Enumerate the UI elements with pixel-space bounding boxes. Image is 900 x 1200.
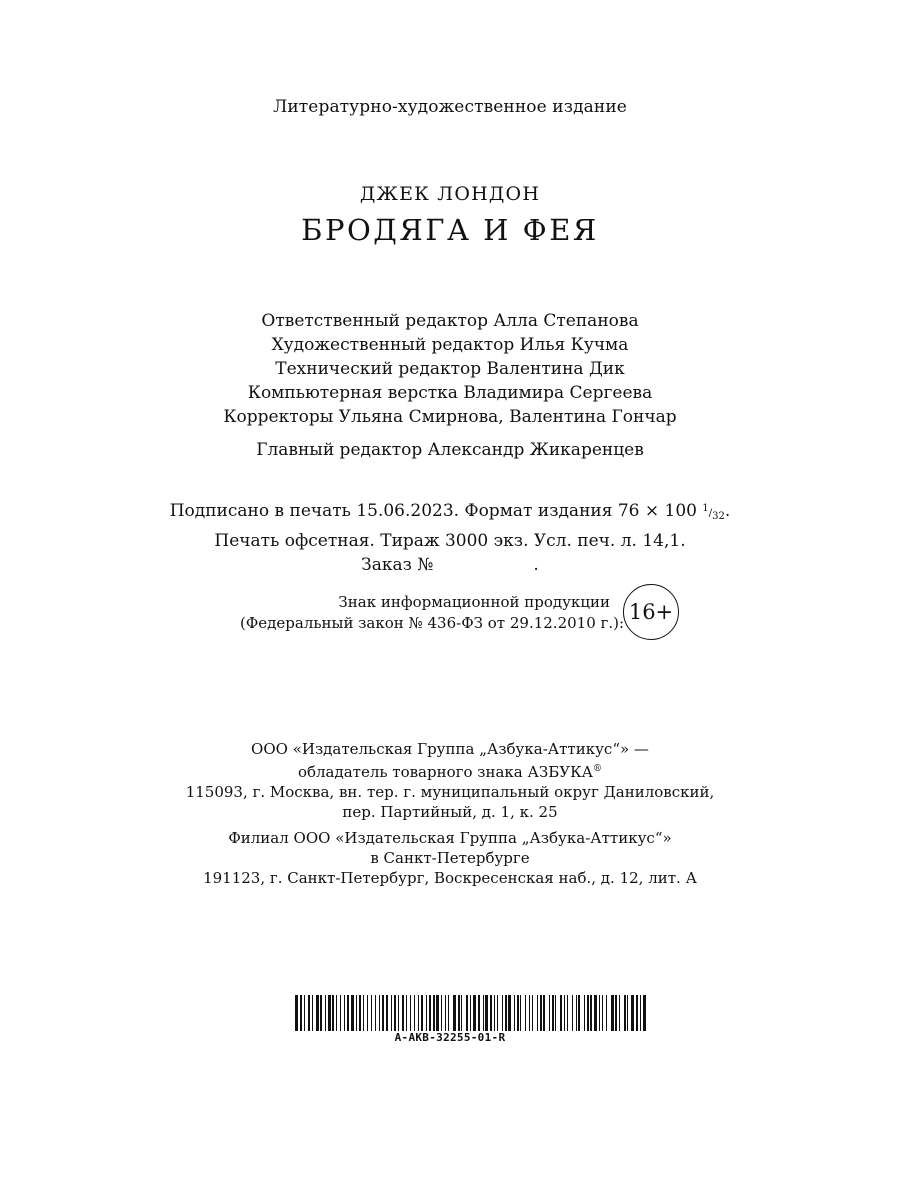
- barcode-bar: [552, 995, 554, 1031]
- barcode-bar: [367, 995, 368, 1031]
- barcode-bar: [356, 995, 357, 1031]
- order-label: Заказ №: [361, 555, 434, 575]
- barcode-bar: [525, 995, 526, 1031]
- barcode-bar: [537, 995, 538, 1031]
- barcode-bar: [436, 995, 439, 1031]
- barcode-bar: [406, 995, 407, 1031]
- barcode-bar: [363, 995, 364, 1031]
- barcode-bar: [631, 995, 634, 1031]
- barcode-bar: [418, 995, 419, 1031]
- barcode-bar: [332, 995, 334, 1031]
- barcode-bar: [328, 995, 331, 1031]
- barcode-bar: [320, 995, 322, 1031]
- barcode-bar: [540, 995, 542, 1031]
- barcode-bar: [560, 995, 562, 1031]
- format-fraction: $^1/_{32}$: [702, 503, 725, 522]
- barcode-bar: [627, 995, 628, 1031]
- barcode-bar: [594, 995, 597, 1031]
- credit-layout: Компьютерная верстка Владимира Сергеева: [247, 383, 653, 403]
- barcode-bar: [445, 995, 446, 1031]
- imprint-line-signed: [0, 497, 900, 529]
- barcode-bar: [505, 995, 507, 1031]
- format-denominator: 32: [712, 511, 725, 522]
- barcode-bar: [576, 995, 577, 1031]
- barcode-bar: [567, 995, 568, 1031]
- rating-note-line1: Знак информационной продукции: [338, 593, 610, 611]
- barcode-bar: [549, 995, 550, 1031]
- barcode-bar: [640, 995, 641, 1031]
- barcode-bar: [490, 995, 492, 1031]
- book-title: БРОДЯГА И ФЕЯ: [301, 213, 599, 247]
- barcode-bar: [555, 995, 556, 1031]
- barcode-bar: [517, 995, 519, 1031]
- barcode-bar: [606, 995, 607, 1031]
- barcode-bar: [410, 995, 411, 1031]
- barcode-bar: [470, 995, 471, 1031]
- rating-note-line2: (Федеральный закон № 436-ФЗ от 29.12.2010 г.):: [240, 614, 625, 632]
- imprint-signed-text: Подписано в печать 15.06.2023. Формат издания 76 × 100: [169, 501, 697, 521]
- barcode-bar: [382, 995, 384, 1031]
- publisher-trademark-text: обладатель товарного знака АЗБУКА: [297, 763, 594, 781]
- barcode-bar: [502, 995, 503, 1031]
- publisher-line3: 115093, г. Москва, вн. тер. г. муниципальный округ Даниловский,: [185, 783, 715, 801]
- branch-address: 191123, г. Санкт-Петербург, Воскресенская наб., д. 12, лит. А: [203, 869, 697, 887]
- barcode-bar: [426, 995, 427, 1031]
- barcode-bar: [599, 995, 600, 1031]
- barcode-bar: [394, 995, 396, 1031]
- rating-note: [240, 592, 625, 634]
- barcode-bar: [572, 995, 573, 1031]
- barcode-bar: [421, 995, 423, 1031]
- barcode-bar: [308, 995, 310, 1031]
- barcode-bar: [624, 995, 626, 1031]
- barcode-bar: [402, 995, 404, 1031]
- barcode-bar: [391, 995, 392, 1031]
- registered-mark: ®: [593, 764, 603, 774]
- barcode-bar: [587, 995, 589, 1031]
- barcode-bar: [461, 995, 462, 1031]
- barcode-bar: [433, 995, 435, 1031]
- author-name: ДЖЕК ЛОНДОН: [359, 183, 541, 205]
- order-end: .: [533, 555, 539, 575]
- barcode-bar: [494, 995, 495, 1031]
- barcode-bar: [543, 995, 545, 1031]
- imprint-line-order: [0, 553, 900, 577]
- barcode-bar: [312, 995, 313, 1031]
- barcode-bar: [520, 995, 521, 1031]
- barcode-bar: [379, 995, 380, 1031]
- barcode-bar: [529, 995, 530, 1031]
- barcode-bar: [514, 995, 515, 1031]
- format-numerator: 1: [702, 503, 709, 514]
- barcode-bar: [340, 995, 341, 1031]
- barcode-bar: [602, 995, 603, 1031]
- barcode-bar: [636, 995, 638, 1031]
- barcode-bar: [295, 995, 298, 1031]
- barcode-bar: [483, 995, 484, 1031]
- barcode-bar: [300, 995, 302, 1031]
- barcode-bar: [466, 995, 468, 1031]
- credit-proofreaders: Корректоры Ульяна Смирнова, Валентина Гончар: [223, 407, 677, 427]
- barcode-bar: [564, 995, 565, 1031]
- barcode-bar: [458, 995, 460, 1031]
- barcode-bar: [375, 995, 376, 1031]
- barcode-bar: [643, 995, 646, 1031]
- barcode-bar: [584, 995, 585, 1031]
- barcode-bar: [325, 995, 326, 1031]
- barcode-bar: [508, 995, 511, 1031]
- barcode-bar: [304, 995, 305, 1031]
- barcode-bar: [316, 995, 319, 1031]
- barcode-bar: [619, 995, 620, 1031]
- barcode-bar: [615, 995, 617, 1031]
- credit-technical-editor: Технический редактор Валентина Дик: [275, 359, 625, 379]
- barcode-bar: [478, 995, 480, 1031]
- credit-art-editor: Художественный редактор Илья Кучма: [271, 335, 629, 355]
- publisher-line1: ООО «Издательская Группа „Азбука-Аттикус“» —: [251, 740, 649, 758]
- barcode-bar: [386, 995, 388, 1031]
- branch-line1: Филиал ООО «Издательская Группа „Азбука-Аттикус“»: [228, 829, 672, 847]
- publisher-line2: [0, 759, 900, 782]
- barcode-bar: [497, 995, 498, 1031]
- publisher-line4: пер. Партийный, д. 1, к. 25: [342, 803, 558, 821]
- barcode-bar: [453, 995, 456, 1031]
- barcode-bar: [578, 995, 580, 1031]
- barcode-bar: [441, 995, 442, 1031]
- barcode-bar: [336, 995, 337, 1031]
- barcode-bar: [448, 995, 449, 1031]
- barcode-bar: [359, 995, 361, 1031]
- barcode-bar: [532, 995, 533, 1031]
- chief-editor: Главный редактор Александр Жикаренцев: [256, 440, 644, 460]
- credit-responsible-editor: Ответственный редактор Алла Степанова: [261, 311, 639, 331]
- imprint-line-print: Печать офсетная. Тираж 3000 экз. Усл. печ. л. 14,1.: [214, 531, 686, 551]
- publisher-block: [0, 739, 900, 888]
- barcode: [295, 995, 647, 1031]
- age-rating-label: 16+: [628, 600, 674, 624]
- barcode-bar: [347, 995, 349, 1031]
- barcode-label: A-AKB-32255-01-R: [394, 1031, 506, 1044]
- branch-line2: в Санкт-Петербурге: [370, 849, 530, 867]
- edition-type: Литературно-художественное издание: [273, 97, 627, 117]
- barcode-bar: [611, 995, 614, 1031]
- barcode-bar: [398, 995, 399, 1031]
- imprint-line1-end: .: [724, 501, 731, 521]
- barcode-bar: [485, 995, 488, 1031]
- barcode-bar: [371, 995, 372, 1031]
- barcode-bar: [429, 995, 431, 1031]
- credits-block: [0, 309, 900, 429]
- age-rating-badge: [623, 584, 679, 640]
- barcode-bar: [351, 995, 354, 1031]
- barcode-bar: [473, 995, 476, 1031]
- barcode-bar: [414, 995, 415, 1031]
- barcode-bar: [590, 995, 592, 1031]
- imprint-block: [0, 497, 900, 577]
- barcode-bar: [344, 995, 345, 1031]
